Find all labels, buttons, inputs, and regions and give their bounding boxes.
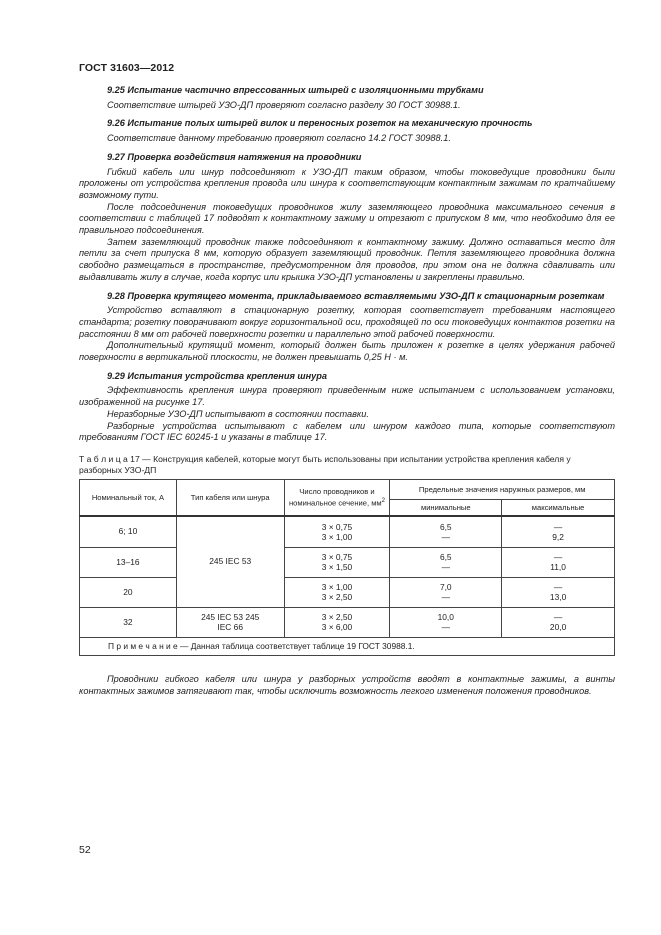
paragraph: Соответствие данному требованию проверяют согласно 14.2 ГОСТ 30988.1. bbox=[107, 133, 451, 144]
col-header-current: Номинальный ток, А bbox=[80, 479, 177, 516]
paragraph: Гибкий кабель или шнур подсоединяют к УЗО-ДП таким образом, чтобы токоведущие проводники были проложены от устройства крепления провода или шнура к соответствующим контактным зажимам по кратчайшему возможному пути. bbox=[79, 166, 615, 200]
page-body bbox=[79, 85, 615, 697]
col-header-max: максимальные bbox=[502, 499, 615, 516]
paragraph: Разборные устройства испытывают с кабелем или шнуром каждого типа, которые соответствуют требованиям ГОСТ IEC 60245-1 и указаны в таблице 17. bbox=[79, 420, 615, 443]
paragraph: Дополнительный крутящий момент, который должен быть приложен к розетке в целях удержания рабочей поверхности в вертикальной плоскости, не должен превышать 0,25 Н · м. bbox=[79, 340, 615, 363]
table-note: П р и м е ч а н и е — Данная таблица соответствует таблице 19 ГОСТ 30988.1. bbox=[80, 637, 615, 655]
section-9-28 bbox=[79, 291, 615, 364]
section-9-26 bbox=[79, 118, 615, 144]
section-heading: 9.28 Проверка крутящего момента, прикладываемого вставляемыми УЗО-ДП к стационарным розеткам bbox=[107, 290, 605, 301]
paragraph: Затем заземляющий проводник также подсоединяют к контактному зажиму. Должно оставаться место для петли за счет припуска 8 мм, которую образует заземляющий проводник. Петля заземляющего проводника должна свободно размещаться в пространстве, предусмотренном для проводов, при этом она не должна сдавливать или выдавливать жилу в случае, когда корпус или крышка УЗО-ДП установлены и закреплены правильно. bbox=[79, 236, 615, 282]
paragraph: Соответствие штырей УЗО-ДП проверяют согласно разделу 30 ГОСТ 30988.1. bbox=[107, 99, 461, 110]
table-row: 6; 10 245 IEC 53 3 × 0,75 3 × 1,00 6,5 — — 9,2 bbox=[80, 516, 615, 547]
table-caption: Т а б л и ц а 17 — Конструкция кабелей, которые могут быть использованы при испытании устройства крепления кабеля у разборных УЗО-ДП bbox=[79, 453, 571, 475]
closing-paragraph: Проводники гибкого кабеля или шнура у разборных устройств вводят в контактные зажимы, а винты контактных зажимов затягивают так, чтобы исключить возможность легкого изменения положения проводников. bbox=[79, 673, 615, 696]
section-heading: 9.29 Испытания устройства крепления шнура bbox=[107, 370, 327, 381]
col-header-type: Тип кабеля или шнура bbox=[176, 479, 284, 516]
cable-type-cell: 245 IEC 53 bbox=[176, 516, 284, 607]
table-row: 32 245 IEC 53 245 IEC 66 3 × 2,50 3 × 6,00 10,0 — — 20,0 bbox=[80, 607, 615, 637]
col-header-limits: Предельные значения наружных размеров, мм bbox=[390, 479, 615, 499]
paragraph: Неразборные УЗО-ДП испытывают в состоянии поставки. bbox=[107, 408, 369, 419]
col-header-section: Число проводников и номинальное сечение, $мм^2$ bbox=[284, 479, 390, 516]
section-heading: 9.25 Испытание частично впрессованных штырей с изоляционными трубками bbox=[107, 85, 484, 95]
section-9-25 bbox=[79, 85, 615, 111]
running-header: ГОСТ 31603—2012 bbox=[79, 62, 175, 74]
paragraph: После подсоединения токоведущих проводников жилу заземляющего проводника максимального сечения в соответствии с таблицей 17 подводят к контактному зажиму и отрезают с припуском 8 мм, что необходимо для ее правильного подсоединения. bbox=[79, 201, 615, 236]
section-9-27 bbox=[79, 152, 615, 284]
section-heading: 9.27 Проверка воздействия натяжения на проводники bbox=[107, 151, 362, 162]
table-row: 20 3 × 1,00 3 × 2,50 7,0 — — 13,0 bbox=[80, 577, 615, 607]
section-9-29 bbox=[79, 371, 615, 444]
paragraph: Эффективность крепления шнура проверяют приведенным ниже испытанием с использованием установки, изображенной на рисунке 17. bbox=[79, 385, 615, 408]
page-number: 52 bbox=[79, 844, 91, 856]
table-row: 13–16 3 × 0,75 3 × 1,50 6,5 — — 11,0 bbox=[80, 547, 615, 577]
table-note-row bbox=[80, 637, 615, 655]
cable-table bbox=[79, 479, 615, 656]
section-heading: 9.26 Испытание полых штырей вилок и переносных розеток на механическую прочность bbox=[107, 118, 533, 129]
col-header-min: минимальные bbox=[390, 499, 502, 516]
paragraph: Устройство вставляют в стационарную розетку, которая соответствует требованиям настоящего стандарта; розетку поворачивают вокруг горизонтальной оси, проходящей по оси токоведущих контактов розетки на расстоянии 8 мм от рабочей поверхности розетки и параллельно этой рабочей поверхности. bbox=[79, 305, 615, 339]
